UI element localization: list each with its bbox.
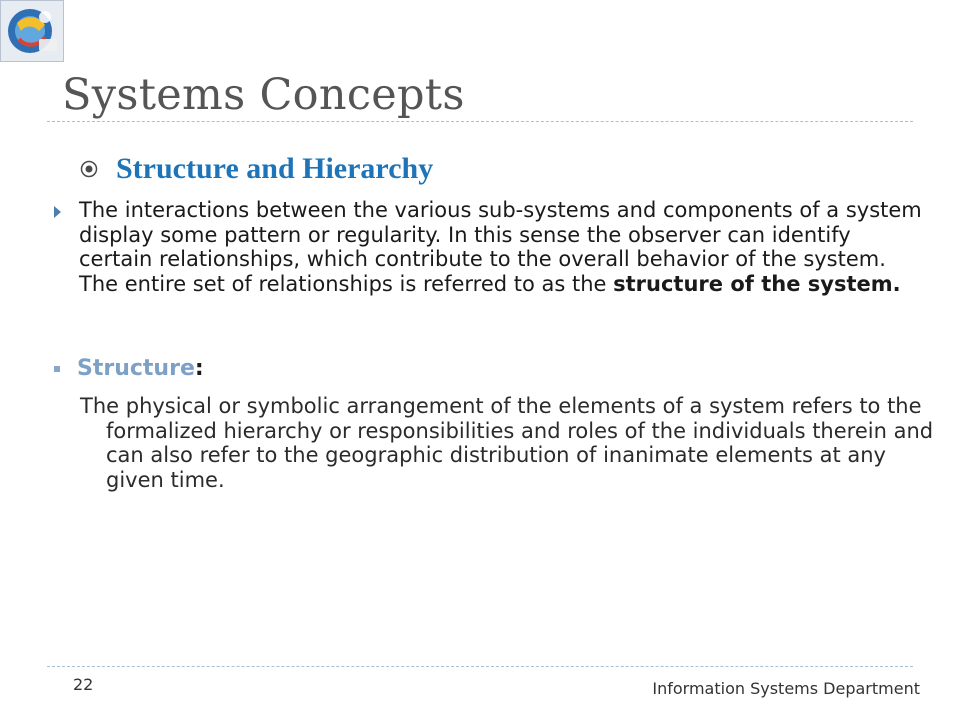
bullet-item-structure-definition xyxy=(54,198,924,296)
page-number: 22 xyxy=(73,675,94,694)
structure-label: Structure xyxy=(77,356,195,381)
circled-dot-icon xyxy=(80,160,98,178)
section-heading: Structure and Hierarchy xyxy=(116,152,434,185)
footer-divider xyxy=(47,666,913,667)
triangle-right-icon xyxy=(54,206,61,218)
bullet-paragraph xyxy=(79,198,924,296)
structure-colon: : xyxy=(194,356,204,381)
paragraph-text: The interactions between the various sub-systems and components of a system display some pattern or regularity. In this sense the observer can identify certain relationships, which contribute to the overall behavior of the system. The entire set of relationships is referred to as the xyxy=(79,198,922,296)
section-heading-row xyxy=(80,152,433,186)
footer-department: Information Systems Department xyxy=(652,679,920,698)
logo-graphic xyxy=(1,1,64,62)
department-logo xyxy=(0,0,64,62)
title-divider xyxy=(47,121,913,122)
square-bullet-icon xyxy=(54,366,60,372)
structure-description: The physical or symbolic arrangement of the elements of a system refers to the formalized hierarchy or responsibilities and roles of the individuals therein and can also refer to the geographic distribution of inanimate elements at any given time. xyxy=(80,394,934,492)
paragraph-bold-phrase: structure of the system. xyxy=(613,271,901,296)
structure-subheading-row xyxy=(54,356,204,381)
slide-title: Systems Concepts xyxy=(62,70,465,120)
